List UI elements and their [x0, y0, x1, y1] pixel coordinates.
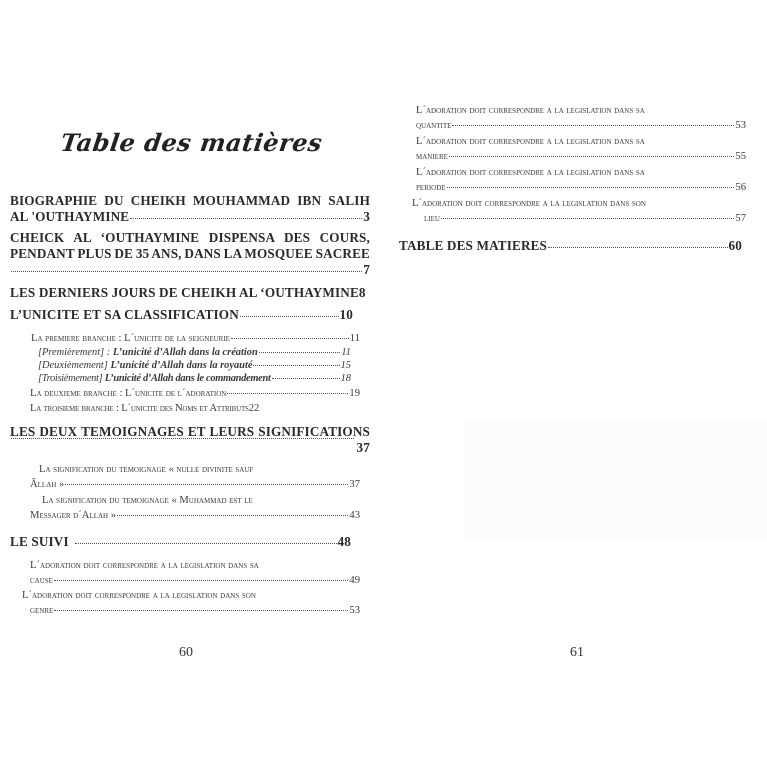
dot-leader — [231, 338, 349, 339]
toc-entry-text: TABLE DES MATIERES — [399, 238, 548, 253]
toc-entry-label: [Troisièmement] — [38, 373, 103, 384]
dot-leader — [65, 484, 348, 485]
toc-page-number: 48 — [337, 534, 351, 549]
toc-page-number: 22 — [248, 403, 260, 414]
toc-entry-text: L´adoration doit correspondre a la legislation dans sa — [416, 167, 645, 178]
toc-entry-text: AL 'OUTHAYMINE — [10, 209, 130, 224]
toc-page-number: 55 — [735, 151, 746, 162]
left-page — [0, 0, 383, 767]
right-page — [383, 0, 767, 767]
toc-entry-text: La signification du temoignage « nulle divinite sauf — [39, 464, 254, 475]
dot-leader — [54, 580, 348, 581]
toc-page-number: 8 — [358, 285, 366, 300]
toc-page-number: 53 — [349, 605, 360, 616]
toc-entry-text: L´adoration doit correspondre a la legislation dans son — [412, 198, 646, 209]
toc-entry-text: L´adoration doit correspondre a la legislation dans sa — [416, 105, 645, 116]
toc-entry-adoration-cause[interactable] — [30, 558, 360, 588]
toc-entry-text: L´adoration doit correspondre a la legislation dans sa — [30, 560, 259, 571]
toc-entry-label: [Deuxièmement] — [38, 360, 108, 371]
toc-entry-text: L’UNICITE ET SA CLASSIFICATION — [10, 307, 239, 322]
toc-title: Table des matières — [58, 128, 325, 157]
toc-entry-text: periode — [416, 182, 446, 193]
dot-leader — [54, 610, 348, 611]
dot-leader — [75, 543, 337, 544]
dot-leader — [452, 125, 734, 126]
toc-entry-text: lieu — [424, 213, 440, 224]
page-number-right: 61 — [570, 645, 584, 660]
toc-page-number: 11 — [349, 333, 360, 344]
toc-entry-signification-muhammad[interactable] — [30, 493, 360, 523]
toc-entry-text: Âllah » — [30, 479, 65, 490]
toc-entry-text: L´adoration doit correspondre a la legislation dans sa — [416, 136, 645, 147]
dot-leader — [447, 187, 735, 188]
dot-leader — [441, 218, 734, 219]
toc-entry-adoration-quantite[interactable] — [416, 103, 746, 133]
toc-entry-text: LES DEUX TEMOIGNAGES ET LEURS SIGNIFICATIONS — [10, 424, 370, 439]
dot-leader — [11, 438, 354, 439]
dot-leader — [449, 156, 735, 157]
toc-page-number: 10 — [339, 307, 353, 322]
toc-page-number: 57 — [735, 213, 746, 224]
dot-leader — [272, 378, 340, 379]
toc-entry-text: La deuxieme branche : L´unicite de l´adoration — [30, 388, 227, 399]
page-number-left: 60 — [179, 645, 193, 660]
toc-entry-signification-nulle-divinite[interactable] — [30, 462, 360, 492]
toc-page-number: 3 — [363, 209, 370, 224]
toc-page-number: 53 — [735, 120, 746, 131]
toc-entry-text: LES DERNIERS JOURS DE CHEIKH AL ‘OUTHAYMINE — [10, 285, 359, 300]
toc-entry-text: La troisieme branche : L´unicite des Noms et Attributs — [30, 403, 249, 414]
toc-entry-text: L’unicité d’Allah dans la royauté — [110, 360, 253, 371]
dot-leader — [11, 271, 362, 272]
toc-entry-text: genre — [30, 605, 54, 616]
toc-page-number: 15 — [340, 360, 351, 371]
toc-entry-derniers-jours[interactable] — [10, 285, 370, 301]
dot-leader — [548, 247, 727, 248]
toc-page-number: 37 — [349, 479, 360, 490]
dot-leader — [259, 352, 341, 353]
toc-entry-troisiemement[interactable] — [38, 372, 351, 385]
dot-leader — [227, 393, 348, 394]
toc-entry-deuxiemement[interactable] — [38, 359, 351, 372]
toc-entry-table-des-matieres[interactable] — [399, 238, 742, 254]
dot-leader — [240, 316, 339, 317]
toc-entry-le-suivi[interactable] — [10, 534, 351, 550]
toc-entry-unicite[interactable] — [10, 307, 353, 323]
toc-entry-adoration-lieu[interactable] — [412, 196, 750, 226]
toc-entry-text: La premiere branche : L´unicite de la seigneurie — [31, 333, 230, 344]
toc-page-number: 11 — [341, 347, 351, 358]
toc-entry-text: quantite — [416, 120, 452, 131]
toc-entry-adoration-genre[interactable] — [22, 588, 360, 618]
toc-entry-biographie[interactable] — [10, 193, 370, 225]
toc-entry-text: cause — [30, 575, 53, 586]
toc-entry-premiere-branche[interactable] — [31, 331, 360, 346]
toc-entry-premierement[interactable] — [38, 346, 351, 359]
toc-page-number: 7 — [363, 262, 370, 277]
toc-entry-text: L’unicité d’Allah dans le commandement — [104, 373, 271, 384]
toc-page-number: 19 — [349, 388, 360, 399]
toc-entry-deux-temoignages-leader — [10, 440, 355, 441]
dot-leader — [117, 515, 348, 516]
toc-entry-cheick-cours[interactable] — [10, 230, 370, 278]
toc-entry-text: PENDANT PLUS DE 35 ANS, DANS LA MOSQUEE SACREE — [10, 246, 370, 261]
toc-entry-text: La signification du temoignage « Muhammad est le — [42, 495, 253, 506]
toc-entry-text: L´adoration doit correspondre a la legislation dans son — [22, 590, 256, 601]
toc-entry-text: LE SUIVI — [10, 534, 69, 549]
toc-entry-text: L’unicité d’Allah dans la création — [112, 347, 258, 358]
toc-entry-text: CHEICK AL ‘OUTHAYMINE DISPENSA DES COURS, — [10, 230, 370, 245]
toc-entry-troisieme-branche[interactable] — [30, 401, 362, 416]
toc-entry-adoration-maniere[interactable] — [416, 134, 746, 164]
toc-page-number: 60 — [728, 238, 742, 253]
toc-page-number: 49 — [349, 575, 360, 586]
toc-entry-adoration-periode[interactable] — [416, 165, 746, 195]
dot-leader — [130, 218, 362, 219]
toc-page-number: 43 — [349, 510, 360, 521]
toc-page-number: 37 — [356, 440, 370, 455]
toc-entry-text: BIOGRAPHIE DU CHEIKH MOUHAMMAD IBN SALIH — [10, 193, 370, 208]
toc-page-number: 56 — [735, 182, 746, 193]
toc-entry-deuxieme-branche[interactable] — [30, 386, 360, 401]
toc-entry-label: [Premièrement] : — [38, 347, 111, 358]
dot-leader — [253, 365, 339, 366]
toc-page-number: 18 — [340, 373, 351, 384]
toc-entry-text: Messager d´Allah » — [30, 510, 117, 521]
toc-entry-text: maniere — [416, 151, 448, 162]
